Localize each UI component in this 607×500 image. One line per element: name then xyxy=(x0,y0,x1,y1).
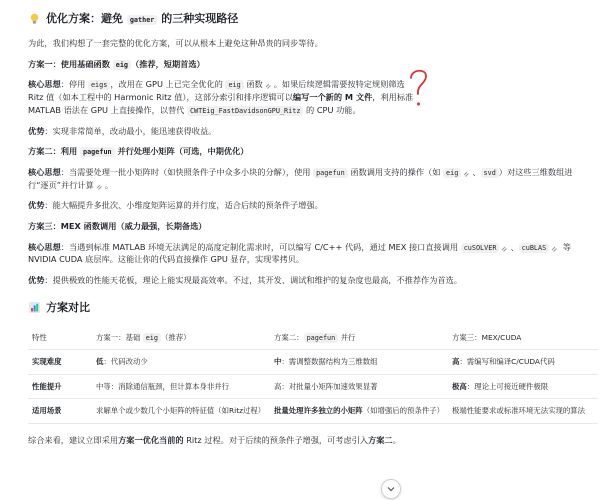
plan2-heading: 方案二：利用 pagefun 并行处理小矩阵（可选，中期优化） xyxy=(28,146,249,157)
content xyxy=(28,0,588,455)
plan1-advantage: 优势：实现非常简单，改动最小，能迅速获得收益。 xyxy=(28,125,217,136)
intro-paragraph: 为此，我们构想了一套完整的优化方案，可以从根本上避免这种昂贵的同步等待。 xyxy=(28,38,323,49)
plan3-advantage: 优势：提供极致的性能天花板，理论上能实现最高效率。不过，其开发、调试和维护的复杂度也最高，不推荐作为首选。 xyxy=(28,275,462,286)
table-row: 实现难度 低：代码改动少 中：需调整数据结构为三维数组 高：需编写和编译C/CUDA代码 xyxy=(28,350,598,374)
link-icon[interactable] xyxy=(96,182,103,189)
plan1-core-paragraph: 核心思想：停用 eigs ，改用在 GPU 上已完全优化的 eig 函数 。如果后续逻辑需要按特定规则筛选 Ritz 值（如本工程中的 Harmonic Ritz 值），这部分索引和排序逻辑可以编写一个新的 M 文件，利用标准 MATLAB 语法在 GPU 上直接操作，以替代 CWTEig_FastDavidsonGPU_Ritz 的 CPU 功能。 xyxy=(28,79,414,115)
page-title xyxy=(28,10,588,27)
chevron-down-icon xyxy=(387,483,395,496)
plan3-heading: 方案三：MEX 函数调用（威力最强，长期备选） xyxy=(28,221,207,232)
link-icon[interactable] xyxy=(265,81,272,88)
link-icon[interactable] xyxy=(551,244,558,251)
table-header-row: 特性 方案一：基础 eig （推荐） 方案二： pagefun 并行 方案三：MEX/CUDA xyxy=(28,326,598,350)
comparison-title: 方案对比 xyxy=(28,299,588,316)
link-icon[interactable] xyxy=(501,244,508,251)
comparison-table xyxy=(28,326,598,424)
plan3-core-paragraph: 核心思想：当遇到标准 MATLAB 环境无法满足的高度定制化需求时，可以编写 C/C++ 代码，通过 MEX 接口直接调用 cuSOLVER 、 cuBLAS 等 NVIDIA CUDA 底层库。这能让你的代码直接操作 GPU 显存，实现零拷贝。 xyxy=(28,241,571,265)
plan2-advantage: 优势：能大幅提升多批次、小维度矩阵运算的并行度，适合后续的预条件子增强。 xyxy=(28,200,323,211)
title-code: gather xyxy=(127,15,158,25)
title-text-post: 的三种实现路径 xyxy=(157,12,239,25)
plan1-heading: 方案一：使用基础函数 eig （推荐，短期首选） xyxy=(28,58,205,69)
link-icon[interactable] xyxy=(463,169,470,176)
table-row: 性能提升 中等：消除通信瓶颈，但计算本身非并行 高：对批量小矩阵加速效果显著 极高：理论上可接近硬件极限 xyxy=(28,374,598,398)
scroll-down-button[interactable] xyxy=(381,479,401,499)
table-row: 适用场景 求解单个或少数几个小矩阵的特征值（如Ritz过程） 批量处理许多独立的小矩阵（如增强后的预条件子） 极端性能要求或标准环境无法实现的算法 xyxy=(28,399,598,423)
conclusion-paragraph: 综合来看，建议立即采用方案一优化当前的 Ritz 过程。对于后续的预条件子增强，可考虑引入方案二。 xyxy=(28,434,401,445)
lightbulb-icon xyxy=(28,13,40,25)
bar-chart-icon xyxy=(28,301,40,313)
title-text: 优化方案：避免 xyxy=(46,12,127,25)
plan2-core-paragraph: 核心思想：当需要处理一批小矩阵时（如快照条件子中众多小块的分解），使用 pagefun 函数调用支持的操作（如 eig 、 svd ）对这些三维数组进行“逐页”并行计算 。 xyxy=(28,166,573,190)
